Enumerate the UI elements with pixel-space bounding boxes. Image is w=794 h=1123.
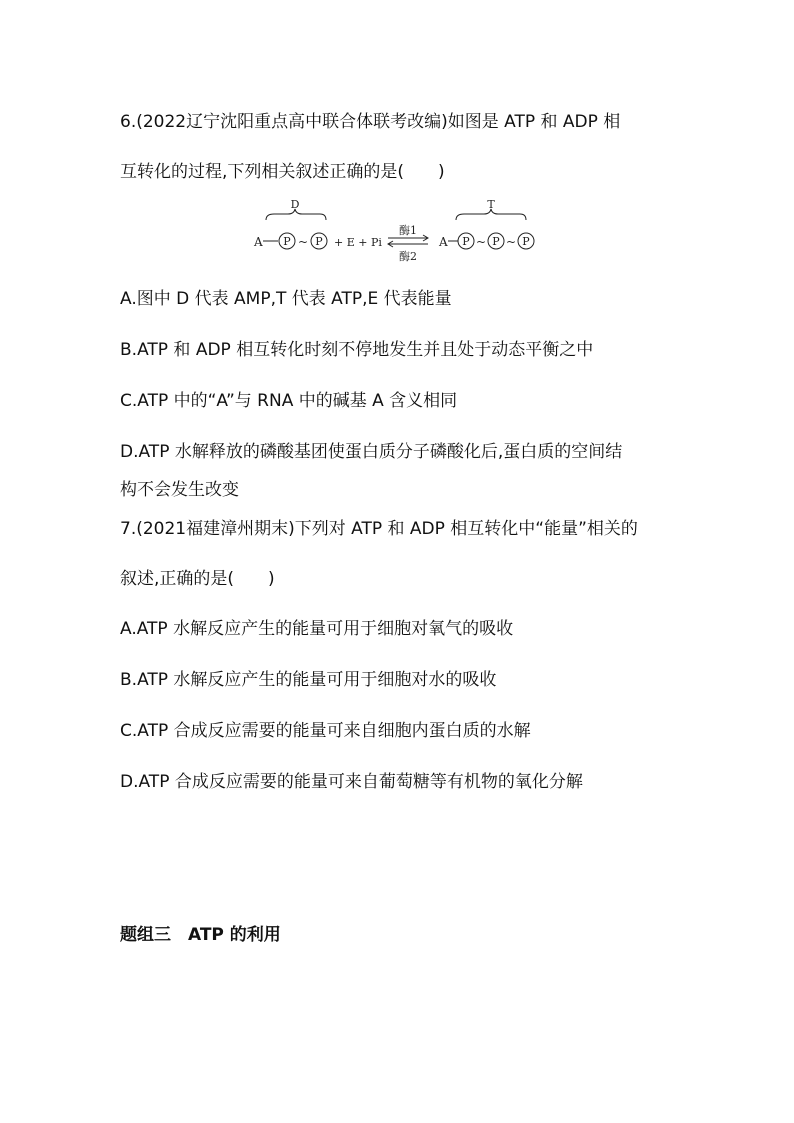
q6-option-d-line1: D.ATP 水解释放的磷酸基团使蛋白质分子磷酸化后,蛋白质的空间结 bbox=[120, 442, 623, 462]
phosphate-2: P bbox=[315, 235, 323, 248]
phosphate-4: P bbox=[492, 235, 500, 248]
q7-stem-line2: 叙述,正确的是( ) bbox=[120, 569, 275, 589]
high-energy-bond-2: ~ bbox=[475, 235, 487, 249]
q6-stem-line2: 互转化的过程,下列相关叙述正确的是( ) bbox=[120, 162, 445, 182]
enzyme-1-label: 酶1 bbox=[399, 224, 417, 237]
high-energy-bond-1: ~ bbox=[297, 235, 309, 249]
enzyme-2-label: 酶2 bbox=[399, 250, 417, 263]
q7-option-c: C.ATP 合成反应需要的能量可来自细胞内蛋白质的水解 bbox=[120, 721, 531, 741]
q6-option-c: C.ATP 中的“A”与 RNA 中的碱基 A 含义相同 bbox=[120, 391, 458, 411]
phosphate-5: P bbox=[522, 235, 530, 248]
q6-option-d-line2: 构不会发生改变 bbox=[120, 480, 239, 500]
plus-energy-phosphate: + E + Pi bbox=[334, 236, 382, 249]
q6-option-a: A.图中 D 代表 AMP,T 代表 ATP,E 代表能量 bbox=[120, 289, 452, 309]
q6-option-b: B.ATP 和 ADP 相互转化时刻不停地发生并且处于动态平衡之中 bbox=[120, 340, 594, 360]
atp-adp-conversion-diagram bbox=[250, 200, 550, 270]
label-t: T bbox=[487, 200, 495, 211]
q7-option-a: A.ATP 水解反应产生的能量可用于细胞对氧气的吸收 bbox=[120, 619, 514, 639]
phosphate-3: P bbox=[462, 235, 470, 248]
q7-stem-line1: 7.(2021福建漳州期末)下列对 ATP 和 ADP 相互转化中“能量”相关的 bbox=[120, 519, 638, 539]
q6-stem-line1: 6.(2022辽宁沈阳重点高中联合体联考改编)如图是 ATP 和 ADP 相 bbox=[120, 112, 621, 132]
high-energy-bond-3: ~ bbox=[505, 235, 517, 249]
adenosine-right: A bbox=[439, 235, 448, 249]
q7-option-d: D.ATP 合成反应需要的能量可来自葡萄糖等有机物的氧化分解 bbox=[120, 772, 583, 792]
q7-option-b: B.ATP 水解反应产生的能量可用于细胞对水的吸收 bbox=[120, 670, 497, 690]
adenosine-left: A bbox=[254, 235, 263, 249]
section-heading: 题组三 ATP 的利用 bbox=[120, 925, 281, 945]
phosphate-1: P bbox=[283, 235, 291, 248]
label-d: D bbox=[290, 200, 300, 211]
